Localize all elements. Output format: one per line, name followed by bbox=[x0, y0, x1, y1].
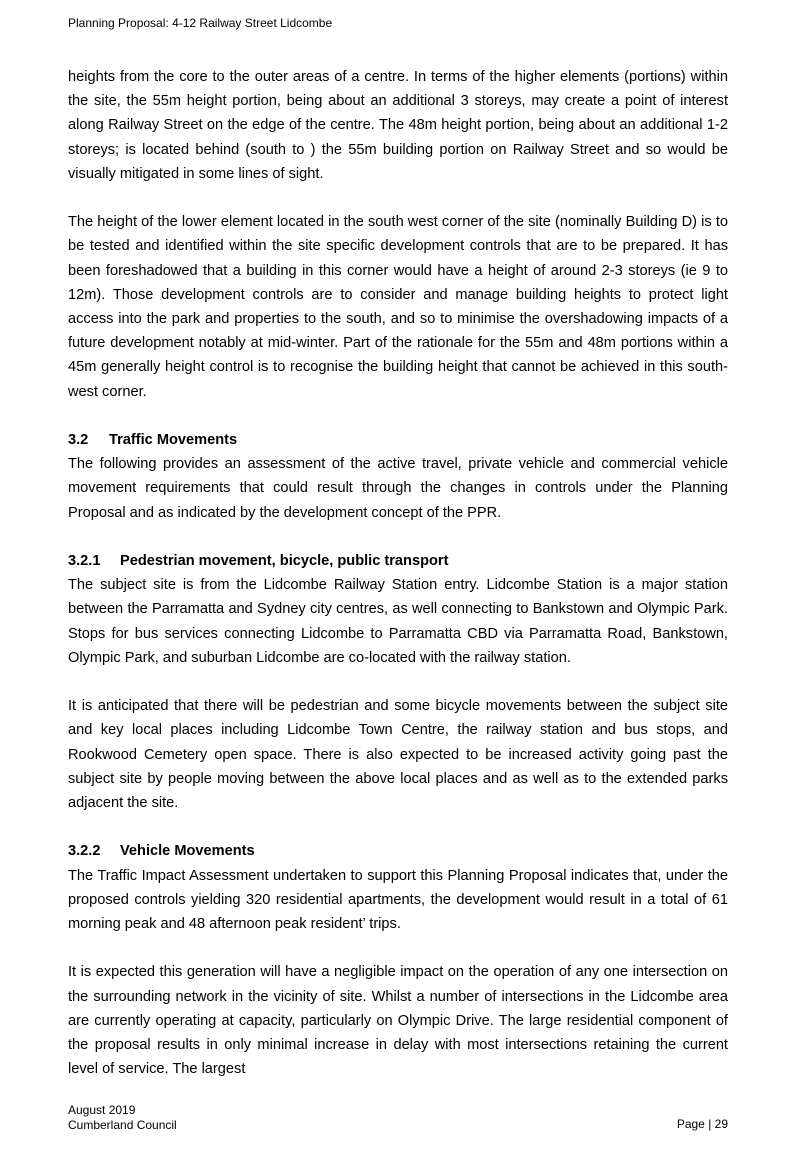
section-title: Vehicle Movements bbox=[120, 843, 255, 860]
footer-left bbox=[68, 1103, 177, 1132]
paragraph: The Traffic Impact Assessment undertaken to support this Planning Proposal indicates that, under the proposed controls yielding 320 residential apartments, the development would result in a total of 61 morning peak and 48 afternoon peak resident’ trips. bbox=[68, 867, 728, 933]
footer-right bbox=[677, 1117, 728, 1132]
footer-organisation: Cumberland Council bbox=[68, 1117, 177, 1132]
section-title: Pedestrian movement, bicycle, public transport bbox=[120, 553, 449, 570]
paragraph: The following provides an assessment of the active travel, private vehicle and commercial vehicle movement requirements that could result through the changes in controls under the Planning Proposal and as indicated by the development concept of the PPR. bbox=[68, 456, 728, 521]
paragraph: The subject site is from the Lidcombe Railway Station entry. Lidcombe Station is a major station between the Parramatta and Sydney city centres, as well connecting to Bankstown and Olympic Park. Stops for bus services connecting Lidcombe to Parramatta CBD via Parramatta Road, Bankstown, Olympic Park, and suburban Lidcombe are co-located with the railway station. bbox=[68, 577, 728, 666]
section-number: 3.2.2 bbox=[68, 843, 101, 860]
document-body bbox=[68, 65, 728, 1106]
paragraph: The height of the lower element located in the south west corner of the site (nominally Building D) is to be tested and identified within the site specific development controls that are to be prepared. It has been foreshadowed that a building in this corner would have a height of around 2-3 storeys (ie 9 to 12m). Those development controls are to consider and manage building heights to protect light access into the park and properties to the south, and so to minimise the overshadowing impacts of a future development notably at mid-winter. Part of the rationale for the 55m and 48m portions within a 45m generally height control is to recognise the building height that cannot be achieved in this south-west corner. bbox=[68, 214, 728, 400]
page-number: Page | 29 bbox=[676, 1117, 728, 1131]
section-title: Traffic Movements bbox=[109, 432, 238, 449]
section-number: 3.2 bbox=[68, 432, 89, 449]
paragraph: It is anticipated that there will be pedestrian and some bicycle movements between the subject site and key local places including Lidcombe Town Centre, the railway station and bus stops, and Rookwood Cemetery open space. There is also expected to be increased activity going past the subject site by people moving between the above local places and as well as to the extended parks adjacent the site. bbox=[68, 698, 728, 812]
paragraph: It is expected this generation will have a negligible impact on the operation of any one intersection on the surrounding network in the vicinity of site. Whilst a number of intersections in the Lidcombe area are currently operating at capacity, particularly on Olympic Drive. The large residential component of the proposal results in only minimal increase in delay with most intersections retaining the current level of service. The largest bbox=[68, 964, 728, 1078]
section-heading-3-2-1 bbox=[68, 549, 728, 573]
paragraph: heights from the core to the outer areas of a centre. In terms of the higher elements (portions) within the site, the 55m height portion, being about an additional 3 storeys, may create a point of interest along Railway Street on the edge of the centre. The 48m height portion, being about an additional 1-2 storeys; is located behind (south to ) the 55m building portion on Railway Street and so would be visually mitigated in some lines of sight. bbox=[68, 69, 728, 182]
section-heading-3-2 bbox=[68, 428, 728, 452]
section-heading-3-2-2 bbox=[68, 839, 728, 863]
section-number: 3.2.1 bbox=[68, 553, 101, 570]
running-header: Planning Proposal: 4-12 Railway Street Lidcombe bbox=[68, 16, 333, 30]
footer-date: August 2019 bbox=[68, 1103, 136, 1117]
